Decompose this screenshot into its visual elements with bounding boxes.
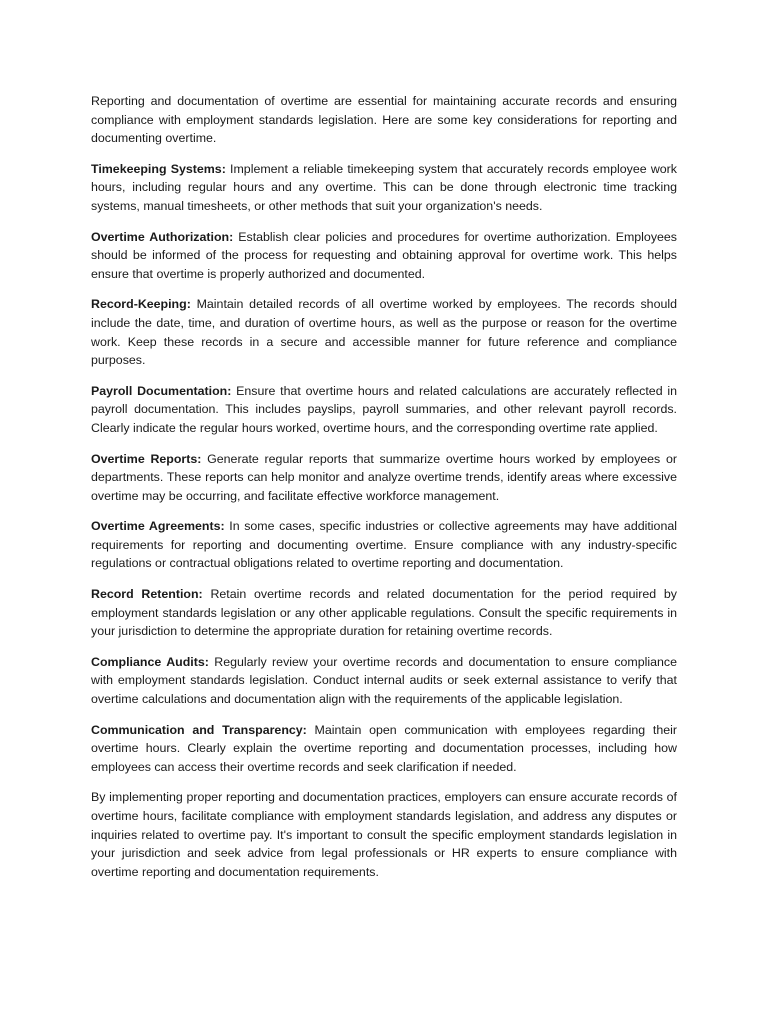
section-overtime-authorization <box>91 228 677 284</box>
section-body: In some cases, specific industries or collective agreements may have additional requirements for reporting and documenting overtime. Ensure compliance with any industry-specific regulations or contractual obligations related to overtime reporting and documentation. <box>91 519 677 571</box>
section-heading: Overtime Agreements: <box>91 519 225 534</box>
document-page <box>91 92 677 893</box>
section-payroll-documentation <box>91 382 677 438</box>
section-compliance-audits <box>91 653 677 709</box>
intro-paragraph: Reporting and documentation of overtime are essential for maintaining accurate records and ensuring compliance with employment standards legislation. Here are some key considerations for reporting and documenting overtime. <box>91 94 677 146</box>
section-heading: Compliance Audits: <box>91 654 209 669</box>
section-timekeeping-systems <box>91 160 677 216</box>
section-communication-transparency <box>91 721 677 777</box>
section-heading: Overtime Authorization: <box>91 229 234 244</box>
section-body: Implement a reliable timekeeping system that accurately records employee work hours, including regular hours and any overtime. This can be done through electronic time tracking systems, manual timesheets, or other methods that suit your organization's needs. <box>91 161 677 213</box>
section-heading: Record Retention: <box>91 587 203 602</box>
section-record-keeping <box>91 295 677 369</box>
section-body: Retain overtime records and related documentation for the period required by employment standards legislation or any other applicable regulations. Consult the specific requirements in your jurisdiction to determine the appropriate duration for retaining overtime records. <box>91 587 677 639</box>
section-overtime-reports <box>91 450 677 506</box>
section-overtime-agreements <box>91 517 677 573</box>
section-body: Ensure that overtime hours and related calculations are accurately reflected in payroll documentation. This includes payslips, payroll summaries, and other relevant payroll records. Clearly indicate the regular hours worked, overtime hours, and the corresponding overtime rate applied. <box>91 383 677 435</box>
section-body: Maintain open communication with employees regarding their overtime hours. Clearly explain the overtime reporting and documentation processes, including how employees can access their overtime records and seek clarification if needed. <box>91 722 677 774</box>
section-heading: Timekeeping Systems: <box>91 161 226 176</box>
section-body: Regularly review your overtime records and documentation to ensure compliance with employment standards legislation. Conduct internal audits or seek external assistance to verify that overtime calculations and documentation align with the requirements of the applicable legislation. <box>91 654 677 707</box>
section-body: Generate regular reports that summarize overtime hours worked by employees or departments. These reports can help monitor and analyze overtime trends, identify areas where excessive overtime may be occurring, and facilitate effective workforce management. <box>91 451 677 503</box>
section-heading: Record-Keeping: <box>91 297 191 312</box>
section-body: Establish clear policies and procedures for overtime authorization. Employees should be informed of the process for requesting and obtaining approval for overtime work. This helps ensure that overtime is properly authorized and documented. <box>91 229 677 281</box>
conclusion-paragraph: By implementing proper reporting and documentation practices, employers can ensure accurate records of overtime hours, facilitate compliance with employment standards legislation, and address any disputes or inquiries related to overtime pay. It's important to consult the specific employment standards legislation in your jurisdiction and seek advice from legal professionals or HR experts to ensure compliance with overtime reporting and documentation requirements. <box>91 790 677 879</box>
section-heading: Communication and Transparency: <box>91 722 307 737</box>
section-body: Maintain detailed records of all overtime worked by employees. The records should include the date, time, and duration of overtime hours, as well as the purpose or reason for the overtime work. Keep these records in a secure and accessible manner for future reference and compliance purposes. <box>91 297 677 368</box>
section-record-retention <box>91 585 677 641</box>
section-heading: Overtime Reports: <box>91 451 202 466</box>
section-heading: Payroll Documentation: <box>91 383 232 398</box>
